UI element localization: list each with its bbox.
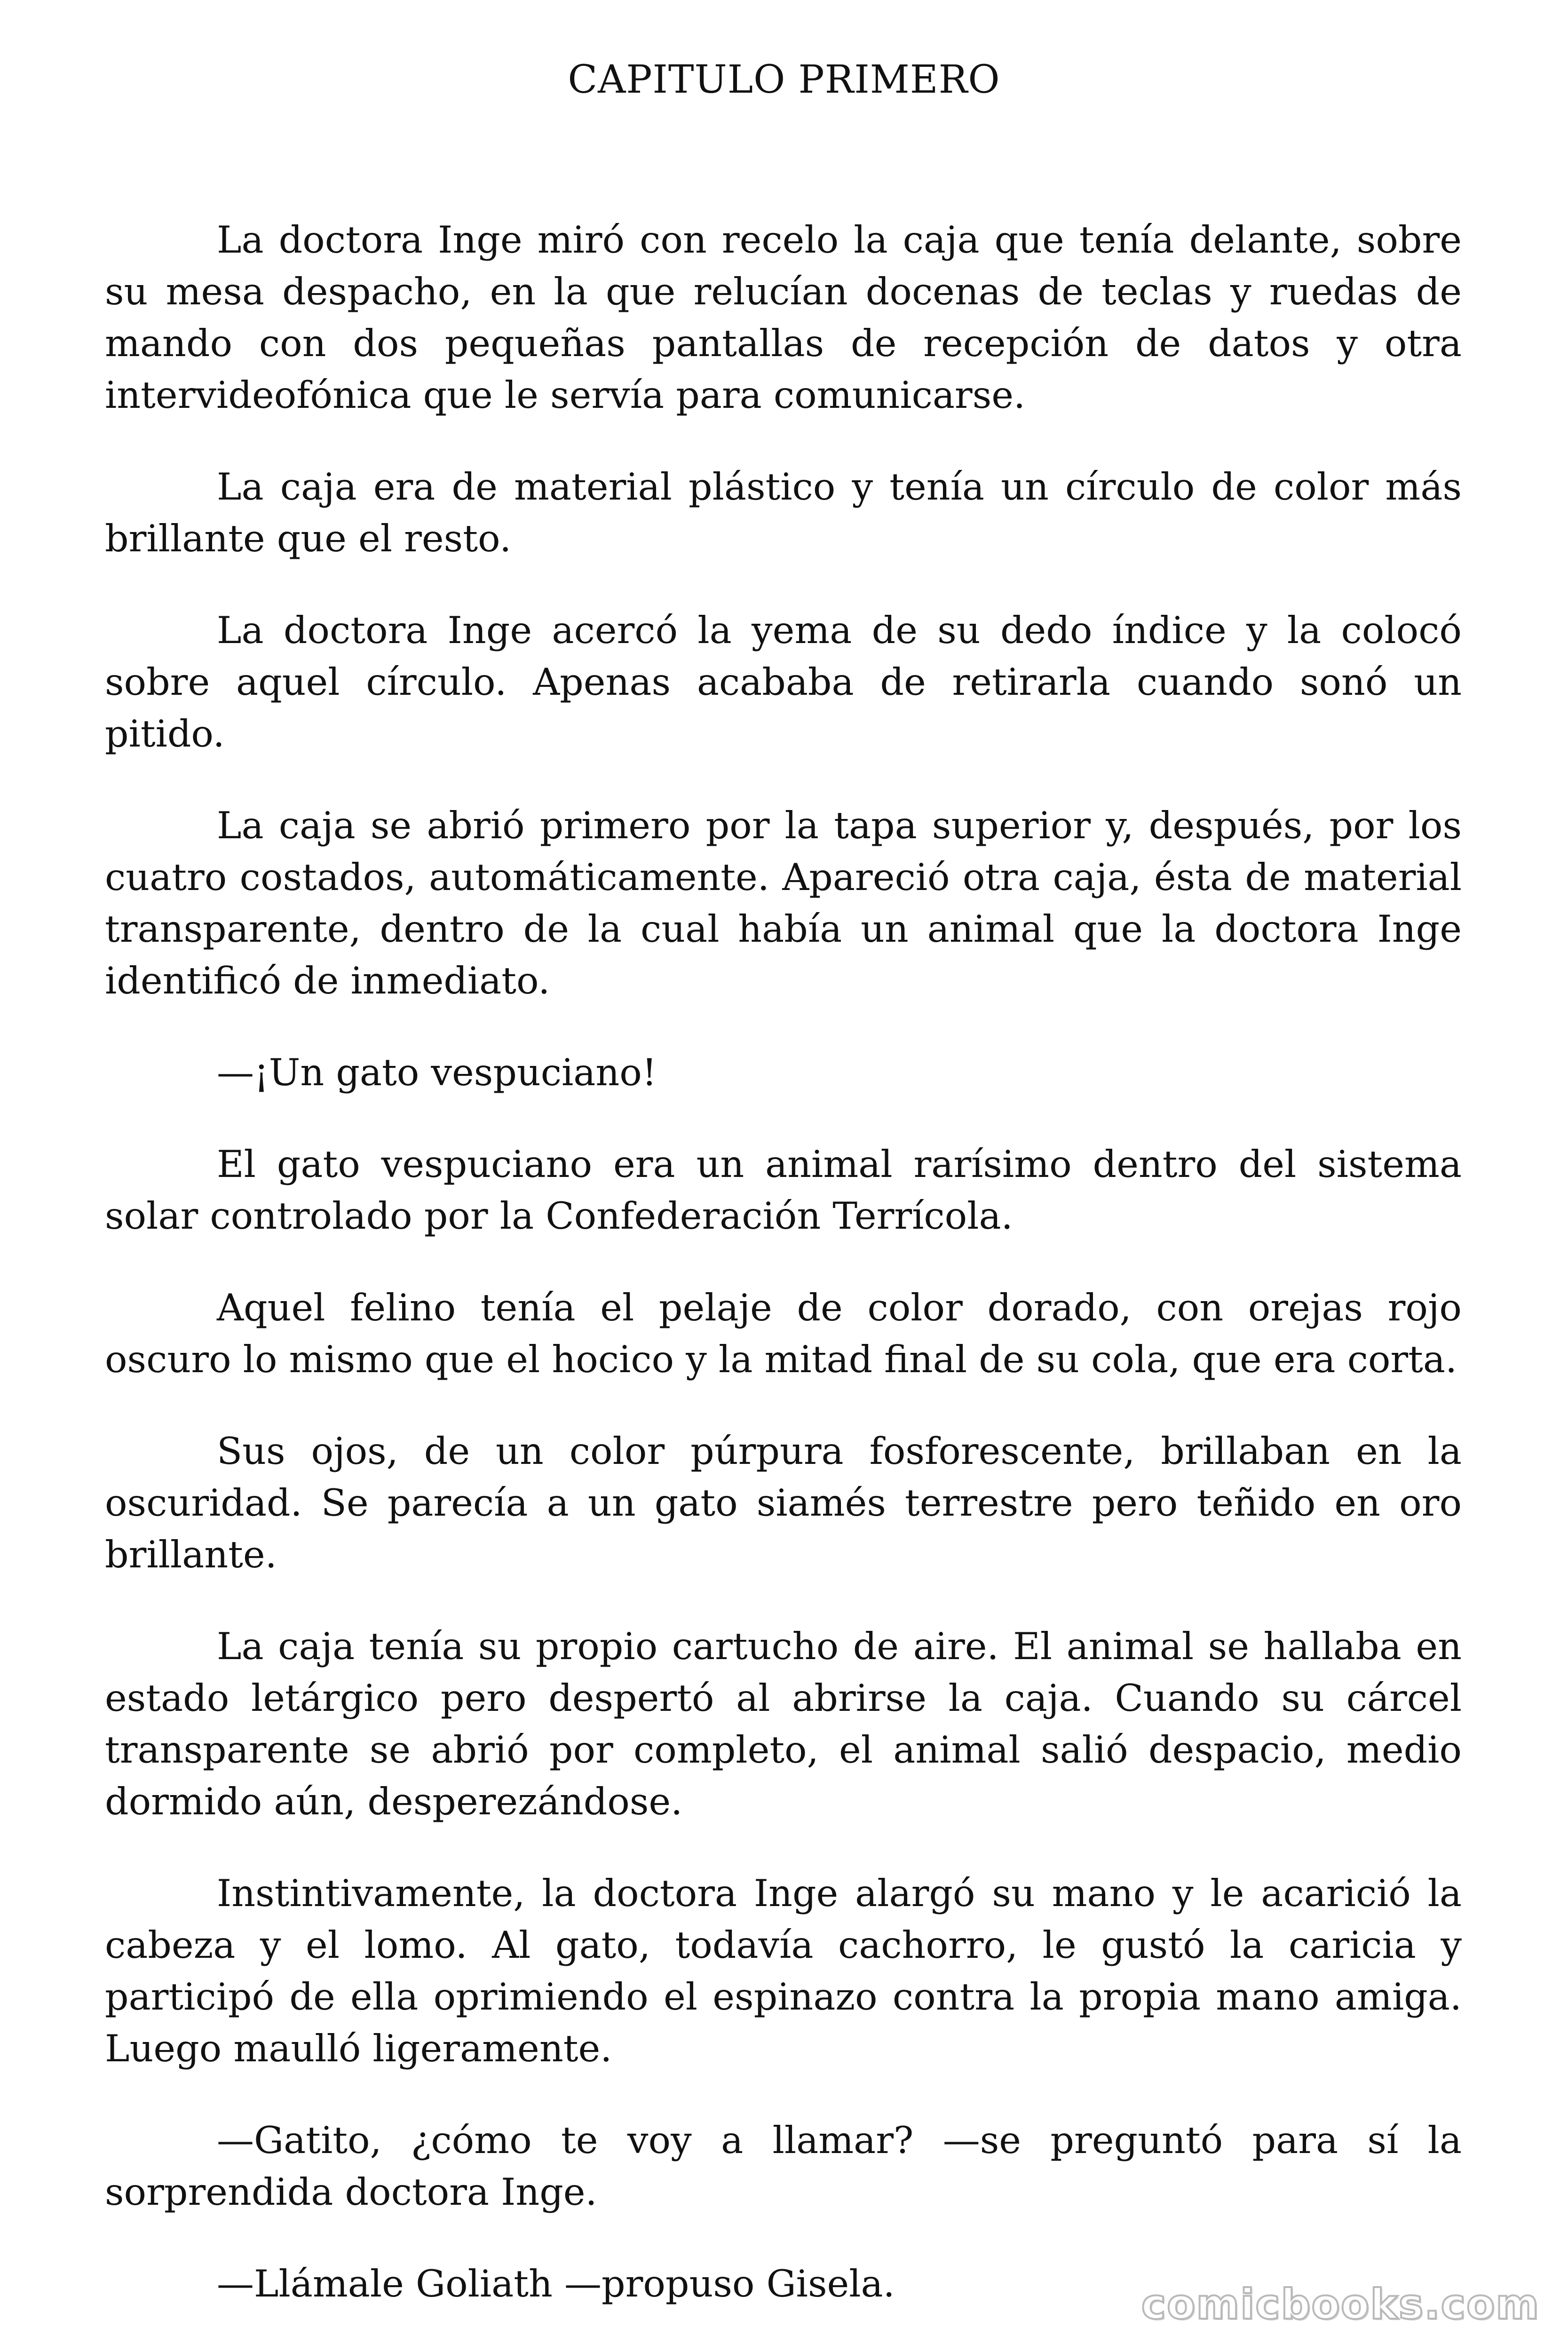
paragraph: La caja era de material plástico y tenía un círculo de color más brillante que el resto. — [105, 465, 1462, 560]
paragraph: La doctora Inge acercó la yema de su dedo índice y la colocó sobre aquel círculo. Apenas acababa de retirarla cuando sonó un pitido. — [105, 609, 1462, 755]
paragraph: Instintivamente, la doctora Inge alargó su mano y le acarició la cabeza y el lomo. Al gato, todavía cachorro, le gustó la caricia y participó de ella oprimiendo el espinazo contra la propia mano amiga. Luego maulló ligeramente. — [105, 1872, 1462, 2070]
body-text — [105, 214, 1462, 2350]
paragraph: La caja tenía su propio cartucho de aire. El animal se hallaba en estado letárgico pero despertó al abrirse la caja. Cuando su cárcel transparente se abrió por completo, el animal salió despacio, medio dormido aún, desperezándose. — [105, 1625, 1462, 1823]
paragraph: Aquel felino tenía el pelaje de color dorado, con orejas rojo oscuro lo mismo que el hocico y la mitad final de su cola, que era corta. — [105, 1286, 1462, 1381]
chapter-heading: CAPITULO PRIMERO — [568, 57, 1000, 102]
paragraph: La doctora Inge miró con recelo la caja que tenía delante, sobre su mesa despacho, en la que relucían docenas de teclas y ruedas de mando con dos pequeñas pantallas de recepción de datos y otra intervideofónica que le servía para comunicarse. — [105, 218, 1462, 417]
paragraph: La caja se abrió primero por la tapa superior y, después, por los cuatro costados, automáticamente. Apareció otra caja, ésta de material transparente, dentro de la cual había un animal que la doctora Inge identificó de inmediato. — [105, 804, 1462, 1002]
paragraph: Sus ojos, de un color púrpura fosforescente, brillaban en la oscuridad. Se parecía a un gato siamés terrestre pero teñido en oro brillante. — [105, 1430, 1462, 1576]
dialogue-paragraph: —¡Un gato vespuciano! — [217, 1051, 657, 1094]
dialogue-paragraph: —Llámale Goliath —propuso Gisela. — [217, 2262, 895, 2305]
paragraph: El gato vespuciano era un animal rarísimo dentro del sistema solar controlado por la Confederación Terrícola. — [105, 1143, 1462, 1238]
dialogue-paragraph: —Gatito, ¿cómo te voy a llamar? —se preguntó para sí la sorprendida doctora Inge. — [105, 2119, 1462, 2214]
watermark-text: comicbooks.com — [1141, 2280, 1540, 2328]
